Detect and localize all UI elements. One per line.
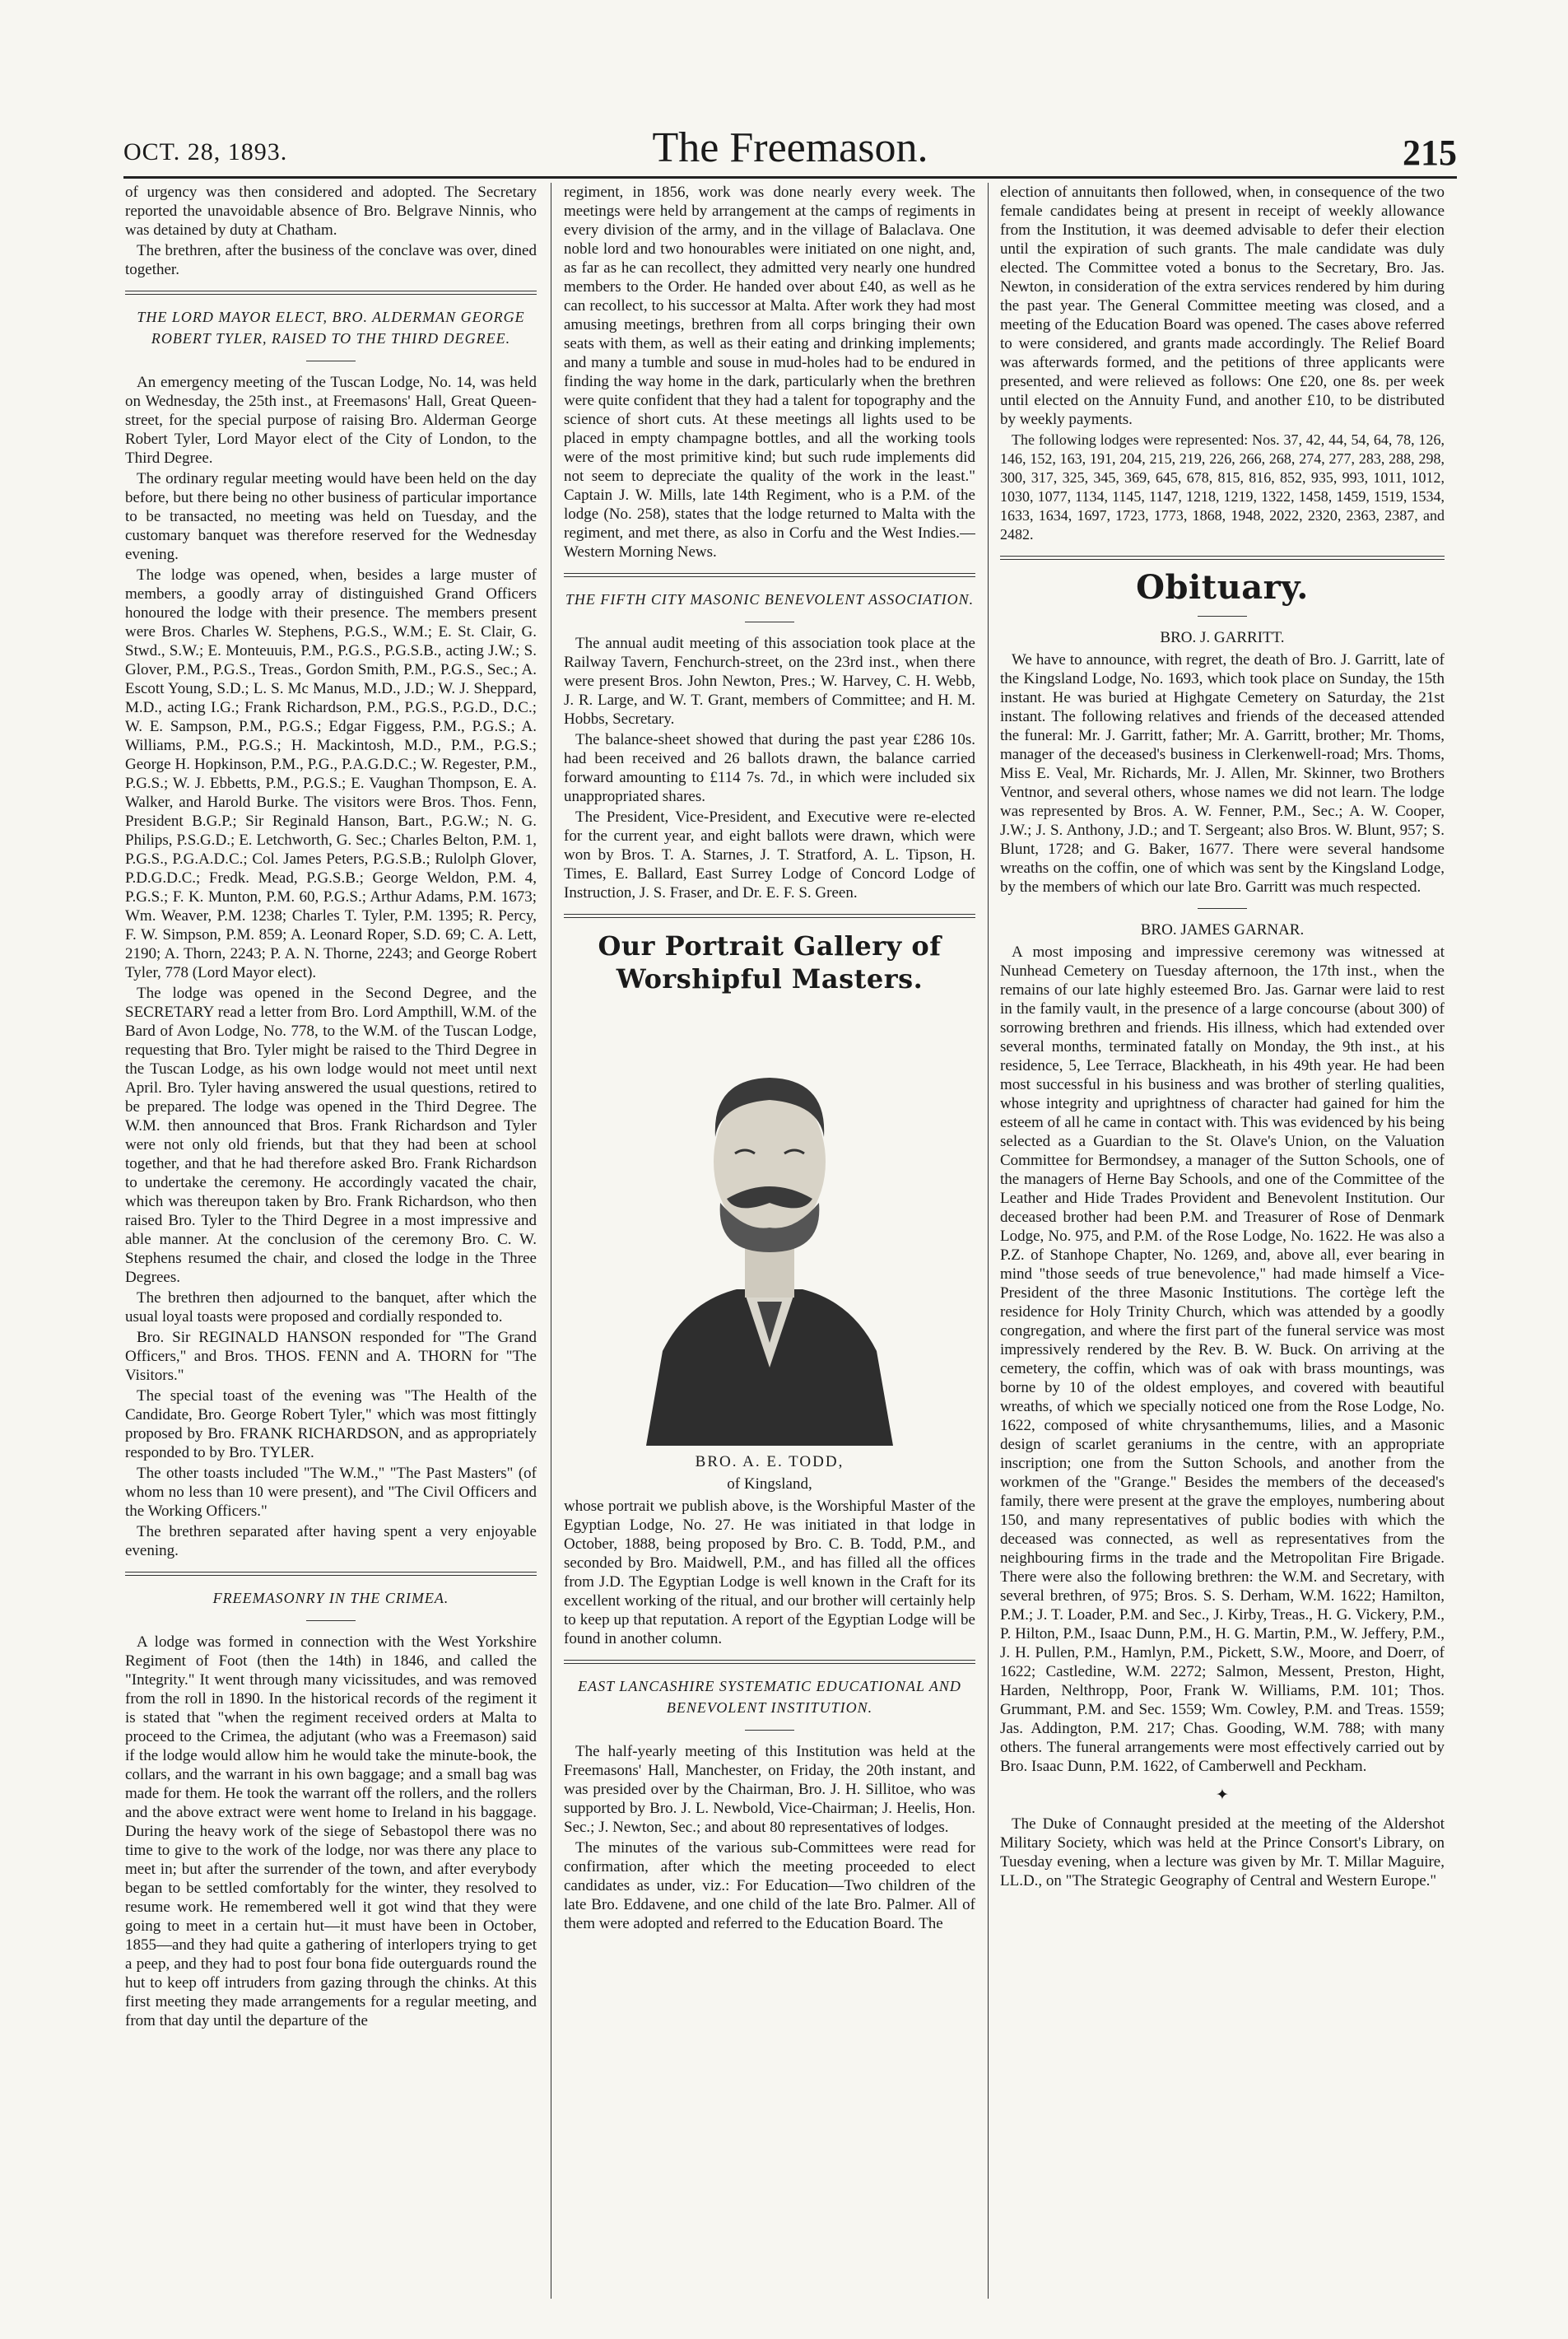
short-divider bbox=[1198, 908, 1247, 909]
section-divider bbox=[564, 573, 975, 577]
article-paragraph: A lodge was formed in connection with the West Yorkshire Regiment of Foot (then the 14th) in 1846, and called the "Integrity." It went through many vicissitudes, and was removed from the roll in 1890. In the historical records of the regiment it is stated that "when the regiment received orders at Malta to proceed to the Crimea, the adjutant (who was a Freemason) said if the lodge would allow him he would take the minute-book, the collars, and the warrant in his own baggage; and a small bag was made for them. He took the warrant off the rollers, and the rollers and the above extract were went home to Ireland in his baggage. During the heavy work of the siege of Sebastopol there was no time to give to the work of the lodge, nor was there any place to meet in; but after the surrender of the town, and after everybody began to be settled comfortably for the winter, they resolved to resume work. He remembered well it got wind that they were going to meet in a certain hut—it must have been in October, 1855—and they had quite a gathering of interlopers trying to get a peep, and they had to post four bona fide outerguards round the hut to keep off intruders from gazing through the chinks. At this first meeting they made arrangements for a regular meeting, and from that day until the departure of the bbox=[125, 1633, 537, 2029]
article-paragraph: The lodge was opened, when, besides a large muster of members, a goodly array of distinguished Grand Officers honoured the lodge with their presence. The members present were Bros. Charles W. Stephens, P.G.S., W.M.; E. St. Clair, G. Stwd., S.W.; E. Monteuuis, P.M., P.G.S., P.G.S.B., acting J.W.; S. Glover, P.M., P.G.S., Treas., Gordon Smith, P.M., P.G.S., Sec.; A. Escott Young, S.D.; L. S. Mc Manus, M.D., J.D.; W. J. Sheppard, M.D., acting I.G.; Frank Richardson, P.M., P.G.S., P.G.D., D.C.; W. E. Sampson, P.M., P.G.S.; Edgar Figgess, P.M., P.G.S.; A. Williams, P.M., P.G.S.; H. Mackintosh, M.D., P.M., P.G.S.; George H. Hopkinson, P.M., P.G., P.A.G.D.C.; W. Regester, P.M., P.G.S.; W. J. Ebbetts, P.M., P.G.S.; E. Vaughan Thompson, E. A. Walker, and Harold Burke. The visitors were Bros. Thos. Fenn, President B.G.P.; Sir Reginald Hanson, Bart., P.G.W.; N. G. Philips, P.S.G.D.; E. Letchworth, G. Sec.; Charles Belton, P.M. 1, P.G.S., P.G.A.D.C.; Col. James Peters, P.G.S.B.; Rulolph Glover, P.D.G.D.C.; Fredk. Mead, P.G.S.B.; George Weldon, P.M. 4, P.G.S.; F. K. Munton, P.M. 60, P.G.S.; Arthur Adams, P.M. 1673; Wm. Weaver, P.M. 1238; Charles T. Tyler, P.M. 1395; R. Percy, F. W. Simpson, P.M. 859; A. Leonard Roper, S.D. 69; C. A. Lett, 2190; A. Thorn, 2243; P. A. N. Thorne, 2243; and George Robert Tyler, 778 (Lord Mayor elect). bbox=[125, 566, 537, 981]
article-paragraph: The half-yearly meeting of this Institution was held at the Freemasons' Hall, Manchester, on Friday, the 20th instant, and was presided over by the Chairman, Bro. J. H. Sillitoe, who was supported by Bro. J. L. Newbold, Vice-Chairman; J. Heelis, Hon. Sec.; J. Newton, Sec.; and about 80 representatives of lodges. bbox=[564, 1743, 975, 1836]
column-divider bbox=[988, 183, 989, 2299]
section-heading-obituary: Obituary. bbox=[1136, 568, 1309, 607]
page-number: 215 bbox=[1403, 133, 1457, 173]
section-divider bbox=[125, 1572, 537, 1576]
column-3 bbox=[1000, 183, 1445, 2323]
article-paragraph: whose portrait we publish above, is the Worshipful Master of the Egyptian Lodge, No. 27. He was initiated in that lodge in October, 1888, being proposed by Bro. C. B. Todd, P.M., and seconded by Bro. Maidwell, P.M., and has filled all the offices from J.D. The Egyptian Lodge is well known in the Craft for its excellent working of the ritual, and our brother will certainly help to keep up that reputation. A report of the Egyptian Lodge will be found in another column. bbox=[564, 1498, 975, 1647]
portrait-engraving bbox=[630, 1005, 910, 1446]
short-divider bbox=[1198, 616, 1247, 617]
article-paragraph: The brethren then adjourned to the banquet, after which the usual loyal toasts were proposed and cordially responded to. bbox=[125, 1289, 537, 1326]
portrait-caption: BRO. A. E. TODD, bbox=[695, 1453, 844, 1470]
short-divider bbox=[306, 1620, 356, 1621]
article-paragraph: The special toast of the evening was "The Health of the Candidate, Bro. George Robert Tyler," which was most fittingly proposed by Bro. FRANK RICHARDSON, and as appropriately responded to by Bro. TYLER. bbox=[125, 1387, 537, 1461]
news-item-connaught: The Duke of Connaught presided at the meeting of the Aldershot Military Society, which was held at the Prince Consort's Library, on Tuesday evening, when a lecture was given by Mr. T. Millar Maguire, LL.D., on "The Strategic Geography of Central and Western Europe." bbox=[1000, 1815, 1445, 1889]
column-1 bbox=[125, 183, 537, 2323]
section-divider bbox=[125, 291, 537, 295]
section-heading-portrait-gallery: Our Portrait Gallery of Worshipful Masters. bbox=[598, 930, 942, 995]
obituary-name-garritt: BRO. J. GARRITT. bbox=[1160, 629, 1285, 646]
article-heading-lord-mayor: THE LORD MAYOR ELECT, BRO. ALDERMAN GEORGE ROBERT TYLER, RAISED TO THE THIRD DEGREE. bbox=[137, 309, 525, 347]
issue-date: OCT. 28, 1893. bbox=[123, 138, 288, 165]
article-heading-east-lancashire: EAST LANCASHIRE SYSTEMATIC EDUCATIONAL AND BENEVOLENT INSTITUTION. bbox=[578, 1678, 961, 1716]
article-paragraph: regiment, in 1856, work was done nearly every week. The meetings were held by arrangement at the camps of regiments in every division of the army, and in the village of Balaclava. One noble lord and two honourables were initiated on one night, and, as far as he can recollect, they admitted very nearly one hundred members to the Order. He handed over about £40, as well as he can recollect, to his successor at Malta. After work they had most amusing meetings, brethren from all corps bringing their own seats with them, as well as their eating and drinking implements; and many a tumble and souse in mud-holes had to be endured in finding the way home in the dark, particularly when the brethren were quite confident that they had a talent for topography and the science of short cuts. At these meetings all lights used to be placed in empty champagne bottles, and all the working tools were of the most primitive kind; but such rude implements did not seem to depreciate the quality of the work in the least." Captain J. W. Mills, late 14th Regiment, who is a P.M. of the lodge (No. 258), states that the lodge returned to Malta with the regiment, and met there, as also in Corfu and the West Indies.—Western Morning News. bbox=[564, 184, 975, 561]
masthead bbox=[123, 123, 1457, 173]
section-divider bbox=[564, 914, 975, 918]
section-divider bbox=[1000, 556, 1445, 560]
article-paragraph: The minutes of the various sub-Committees were read for confirmation, after which the meeting proceeded to elect candidates as under, viz.: For Education—Two children of the late Bro. Eddavene, and one child of the late Bro. Palmer. All of them were adopted and referred to the Education Board. The bbox=[564, 1839, 975, 1932]
article-paragraph: The lodge was opened in the Second Degree, and the SECRETARY read a letter from Bro. Lord Ampthill, W.M. of the Bard of Avon Lodge, No. 778, to the W.M. of the Tuscan Lodge, requesting that Bro. Tyler might be raised to the Third Degree in the Tuscan Lodge, as his own lodge would not meet until next April. Bro. Tyler having answered the usual questions, retired to be prepared. The lodge was opened in the Third Degree. The W.M. then announced that Bros. Frank Richardson and Tyler were not only old friends, but that they had been at school together, and that he had therefore asked Bro. Frank Richardson to undertake the ceremony. He accordingly vacated the chair, which was thereupon taken by Bro. Frank Richardson, who then raised Bro. Tyler to the Third Degree in a most impressive and able manner. At the conclusion of the ceremony Bro. C. W. Stephens resumed the chair, and closed the lodge in the Three Degrees. bbox=[125, 985, 537, 1286]
lodge-list: The following lodges were represented: Nos. 37, 42, 44, 54, 64, 78, 126, 146, 152, 163, 191, 204, 215, 219, 226, 266, 268, 274, 277, 283, 288, 298, 300, 317, 325, 345, 369, 645, 678, 815, 816, 852, 935, 993, 1011, 1012, 1030, 1077, 1134, 1145, 1147, 1218, 1219, 1322, 1458, 1459, 1519, 1534, 1633, 1634, 1697, 1723, 1773, 1868, 1948, 2022, 2320, 2363, 2387, and 2482. bbox=[1000, 431, 1445, 543]
article-paragraph: We have to announce, with regret, the death of Bro. J. Garritt, late of the Kingsland Lodge, No. 1693, which took place on Sunday, the 15th instant. He was buried at Highgate Cemetery on Saturday, the 21st instant. The following relatives and friends of the deceased attended the funeral: Mr. J. Garritt, father; Mr. A. Garritt, brother; Mr. Thoms, manager of the deceased's business in Clerkenwell-road; Mrs. Thoms, Miss E. Veal, Mr. Richards, Mr. J. Allen, Mr. Skinner, two Brothers Ventnor, and several others, whose names we did not learn. The lodge was represented by Bros. A. W. Fenner, P.M., Sec.; A. W. Cooper, J.W.; J. S. Anthony, J.D.; and T. Sergeant; also Bros. W. Blunt, 957; S. Blunt, 1728; and G. Baker, 1677. There were several handsome wreaths on the coffin, one of which was sent by the Kingsland Lodge, by the members of which our late Bro. Garritt was much respected. bbox=[1000, 651, 1445, 896]
article-paragraph: An emergency meeting of the Tuscan Lodge, No. 14, was held on Wednesday, the 25th inst., at Freemasons' Hall, Great Queen-street, for the special purpose of raising Bro. Alderman George Robert Tyler, Lord Mayor elect of the City of London, to the Third Degree. bbox=[125, 374, 537, 467]
intro-paragraph: of urgency was then considered and adopted. The Secretary reported the unavoidable absence of Bro. Belgrave Ninnis, who was detained by duty at Chatham. bbox=[125, 184, 537, 239]
portrait-subcaption: of Kingsland, bbox=[727, 1475, 812, 1493]
article-paragraph: election of annuitants then followed, when, in consequence of the two female candidates being at present in receipt of weekly allowance from the Institution, it was deemed advisable to defer their election until the expiration of such grants. The male candidate was duly elected. The Committee voted a bonus to the Secretary, Bro. Jas. Newton, in consideration of the extra services rendered by him during the past year. The General Committee meeting was closed, and a meeting of the Education Board was opened. The cases above referred to were considered, and grants made accordingly. The Relief Board was afterwards formed, and the petitions of three applicants were presented, and were relieved as follows: One £20, one 8s. per week until elected on the Annuity Fund, and another £10, to be distributed by weekly payments. bbox=[1000, 184, 1445, 428]
article-paragraph: The balance-sheet showed that during the past year £286 10s. had been received and 26 ballots drawn, the balance carried forward amounting to £114 7s. 7d., in which were included six unappropriated shares. bbox=[564, 731, 975, 805]
ornament-divider: ✦ bbox=[1216, 1787, 1229, 1804]
article-paragraph: The President, Vice-President, and Executive were re-elected for the current year, and eight ballots were drawn, which were won by Bros. T. A. Starnes, J. T. Stratford, A. L. Tipson, H. Times, E. Ballard, East Surrey Lodge of Concord Lodge of Instruction, J. S. Fraser, and Dr. E. F. S. Green. bbox=[564, 808, 975, 902]
article-heading-crimea: FREEMASONRY IN THE CRIMEA. bbox=[212, 1590, 449, 1606]
obituary-name-garnar: BRO. JAMES GARNAR. bbox=[1140, 921, 1305, 939]
article-paragraph: The ordinary regular meeting would have been held on the day before, but there being no other business of particular importance to be transacted, no meeting was held on Tuesday, and the customary banquet was therefore reserved for the Wednesday evening. bbox=[125, 470, 537, 563]
publication-title: The Freemason. bbox=[652, 124, 928, 171]
column-2 bbox=[564, 183, 975, 2323]
article-paragraph: The brethren separated after having spent a very enjoyable evening. bbox=[125, 1523, 537, 1559]
article-paragraph: Bro. Sir REGINALD HANSON responded for "The Grand Officers," and Bros. THOS. FENN and A. THORN for "The Visitors." bbox=[125, 1329, 537, 1384]
intro-paragraph: The brethren, after the business of the conclave was over, dined together. bbox=[125, 242, 537, 278]
article-paragraph: The annual audit meeting of this association took place at the Railway Tavern, Fenchurch-street, on the 23rd inst., when there were present Bros. John Newton, Pres.; W. Harvey, C. H. Webb, J. R. Large, and W. T. Grant, members of Committee; and H. M. Hobbs, Secretary. bbox=[564, 635, 975, 728]
masthead-rule bbox=[123, 176, 1457, 179]
article-paragraph: A most imposing and impressive ceremony was witnessed at Nunhead Cemetery on Tuesday afternoon, the 17th inst., when the remains of our late highly esteemed Bro. Jas. Garnar were laid to rest in the family vault, in the presence of a large concourse (about 300) of sorrowing brethren and friends. His illness, which had extended over several months, terminated fatally on Monday, the 9th inst., at his residence, 5, Lee Terrace, Blackheath, in his 49th year. He had been most successful in his business and was brother of sterling qualities, whose integrity and uprightness of character had gained for him the esteem of all he came in contact with. This was evidenced by his being selected as a Guardian to the St. Olave's Union, on the Valuation Committee for Bermondsey, a manager of the Sutton Schools, one of the managers of Herne Bay Schools, and one of the Committee of the Leather and Hide Trades Provident and Benevolent Institution. Our deceased brother had been P.M. and Treasurer of Rose of Denmark Lodge, No. 975, and P.M. of the Rose Lodge, No. 1622. He was also a P.Z. of Stanhope Chapter, No. 1269, and, above all, ever bearing in mind "those seeds of true benevolence," had made himself a Vice-President of the three Masonic Institutions. The cortège left the residence for Holy Trinity Church, which was attended by a goodly congregation, and where the first part of the funeral service was most impressively rendered by the Rev. B. W. Buck. On arriving at the cemetery, the coffin, which was of oak with brass mountings, was borne by 10 of the oldest employes, and covered with beautiful wreaths, of which we specially noticed one from the Rose Lodge, No. 1622, composed of white chrysanthemums, lilies, and a Masonic design of scarlet geraniums in the centre, with an appropriate inscription; one from the Sutton Schools, and another from the workmen of the "Grange." Besides the members of the deceased's family, there were present at the grave the employes, numbering about 150, and many representatives of public bodies with which the deceased was connected, as well as representatives from the neighbouring firms in the trade and the Metropolitan Fire Brigade. There were also the following brethren: the W.M. and Secretary, with several brethren, of 975; Bros. S. S. Derham, W.M. 1622; Hamilton, P.M.; J. T. Loader, P.M. and Sec., J. Kirby, Treas., H. G. Vickery, P.M., P. Hilton, P.M., Isaac Dunn, P.M., H. G. Martin, P.M., W. Jeffery, P.M., J. H. Pullen, P.M., Hamlyn, P.M., Pickett, S.W., Moore, and Doerr, of 1622; Castledine, W.M. 2272; Salmon, Messent, Preston, Hight, Harden, Nelthropp, Poor, Frank W. Williams, P.M. 101; Thos. Grummant, P.M. and Sec. 1559; Wm. Cowley, P.M. and Treas. 1559; Jas. Addington, P.M. 217; Chas. Gooding, W.M. 788; with many others. The funeral arrangements were most effectively carried out by Bro. Isaac Dunn, P.M. 1622, of Camberwell and Peckham. bbox=[1000, 944, 1445, 1775]
section-divider bbox=[564, 1660, 975, 1664]
article-heading-fifth-city: THE FIFTH CITY MASONIC BENEVOLENT ASSOCIATION. bbox=[565, 591, 975, 608]
article-paragraph: The other toasts included "The W.M.," "The Past Masters" (of whom no less than 10 were present), and "The Civil Officers and the Working Officers." bbox=[125, 1465, 537, 1520]
short-divider bbox=[745, 1730, 794, 1731]
